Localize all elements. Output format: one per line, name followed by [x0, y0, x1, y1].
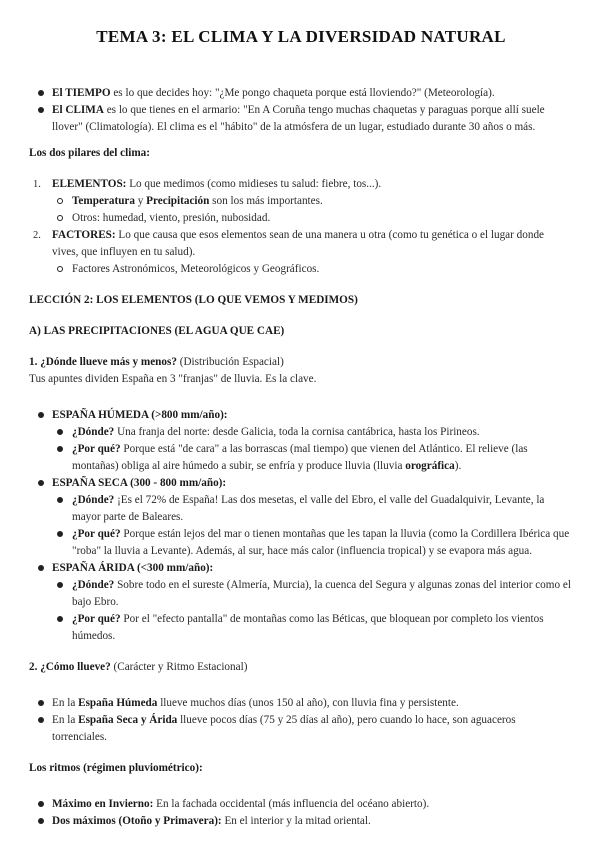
list-item: En la España Seca y Árida llueve pocos días (75 y 25 días al año), pero cuando lo hace, son aguaceros torrenciales. [29, 712, 573, 746]
list-item: El TIEMPO es lo que decides hoy: "¿Me pongo chaqueta porque está lloviendo?" (Meteorología). [29, 85, 573, 102]
list-item: El CLIMA es lo que tienes en el armario: "En A Coruña tengo muchas chaquetas y paraguas porque allí suele llover" (Climatología). El clima es el "hábito" de la atmósfera de un lugar, estudiado durante 30 años o más. [29, 102, 573, 136]
bullet-icon [38, 565, 44, 571]
list-item: ¿Por qué? Por el "efecto pantalla" de montañas como las Béticas, que bloquean por completo los vientos húmedos. [52, 611, 573, 645]
list-item: Dos máximos (Otoño y Primavera): En el interior y la mitad oriental. [29, 813, 573, 830]
bullet-icon [38, 717, 44, 723]
list-item: Factores Astronómicos, Meteorológicos y Geográficos. [52, 261, 573, 278]
pilares-list [29, 176, 573, 278]
list-item: ¿Dónde? Una franja del norte: desde Galicia, toda la cornisa cantábrica, hasta los Pirineos. [52, 424, 573, 441]
pilares-heading: Los dos pilares del clima: [29, 147, 150, 159]
zone-humeda: ESPAÑA HÚMEDA (>800 mm/año): ¿Dónde? Una franja del norte: desde Galicia, toda la cornisa cantábrica, hasta los Pirineos. ¿Por qué? Porque está "de cara" a las borrascas (mal tiempo) que vienen del Atlántico. El relieve (las montañas) obliga al aire húmedo a subir, se enfría y produce lluvia (lluvia orográfica). [29, 407, 573, 475]
list-item: Otros: humedad, viento, presión, nubosidad. [52, 210, 573, 227]
item-number: 2. [33, 230, 41, 241]
question-2: 2. ¿Cómo llueve? (Carácter y Ritmo Estacional) [29, 661, 248, 673]
list-item: 1. ELEMENTOS: Lo que medimos (como midieses tu salud: fiebre, tos...). Temperatura y Precipitación son los más importantes. Otros: humedad, viento, presión, nubosidad. [29, 176, 573, 227]
list-item: Temperatura y Precipitación son los más importantes. [52, 193, 573, 210]
leccion-heading: LECCIÓN 2: LOS ELEMENTOS (LO QUE VEMOS Y MEDIMOS) [29, 294, 358, 306]
circle-bullet-icon [57, 198, 63, 204]
circle-bullet-icon [57, 446, 63, 452]
circle-bullet-icon [57, 582, 63, 588]
circle-bullet-icon [57, 531, 63, 537]
list-item: ¿Por qué? Porque está "de cara" a las borrascas (mal tiempo) que vienen del Atlántico. El relieve (las montañas) obliga al aire húmedo a subir, se enfría y produce lluvia (lluvia orográfica). [52, 441, 573, 475]
bullet-icon [38, 700, 44, 706]
section-a-heading: A) LAS PRECIPITACIONES (EL AGUA QUE CAE) [29, 325, 285, 337]
bullet-icon [38, 107, 44, 113]
circle-bullet-icon [57, 266, 63, 272]
list-item: Máximo en Invierno: En la fachada occidental (más influencia del océano abierto). [29, 796, 573, 813]
bullet-icon [38, 480, 44, 486]
ritmos-list [29, 796, 573, 830]
list-item: ¿Por qué? Porque están lejos del mar o tienen montañas que les tapan la lluvia (como la Cordillera Ibérica que "roba" la lluvia a Levante). Además, al sur, hace más calor (influencia tropical) y se evapora más agua. [52, 526, 573, 560]
list-item: En la España Húmeda llueve muchos días (unos 150 al año), con lluvia fina y persistente. [29, 695, 573, 712]
zones-list [29, 407, 573, 645]
zone-seca: ESPAÑA SECA (300 - 800 mm/año): ¿Dónde? ¡Es el 72% de España! Las dos mesetas, el valle del Ebro, el valle del Guadalquivir, Levante, la mayor parte de Baleares. ¿Por qué? Porque están lejos del mar o tienen montañas que les tapan la lluvia (como la Cordillera Ibérica que "roba" la lluvia a Levante). Además, al sur, hace más calor (influencia tropical) y se evapora más agua. [29, 475, 573, 560]
circle-bullet-icon [57, 497, 63, 503]
list-item: 2. FACTORES: Lo que causa que esos elementos sean de una manera u otra (como tu genética o el lugar donde vives, que influyen en tu salud). Factores Astronómicos, Meteorológicos y Geográficos. [29, 227, 573, 278]
question-1: 1. ¿Dónde llueve más y menos? (Distribución Espacial) [29, 356, 284, 368]
circle-bullet-icon [57, 429, 63, 435]
intro-list [29, 85, 573, 136]
bullet-icon [38, 412, 44, 418]
bullet-icon [38, 801, 44, 807]
circle-bullet-icon [57, 616, 63, 622]
como-list [29, 695, 573, 746]
ritmos-heading: Los ritmos (régimen pluviométrico): [29, 762, 203, 774]
bullet-icon [38, 818, 44, 824]
zone-arida: ESPAÑA ÁRIDA (<300 mm/año): ¿Dónde? Sobre todo en el sureste (Almería, Murcia), la cuenca del Segura y algunas zonas del interior como el bajo Ebro. ¿Por qué? Por el "efecto pantalla" de montañas como las Béticas, que bloquean por completo los vientos húmedos. [29, 560, 573, 645]
question-1-intro: Tus apuntes dividen España en 3 "franjas" de lluvia. Es la clave. [29, 373, 317, 385]
circle-bullet-icon [57, 215, 63, 221]
item-number: 1. [33, 179, 41, 190]
bullet-icon [38, 90, 44, 96]
list-item: ¿Dónde? ¡Es el 72% de España! Las dos mesetas, el valle del Ebro, el valle del Guadalquivir, Levante, la mayor parte de Baleares. [52, 492, 573, 526]
list-item: ¿Dónde? Sobre todo en el sureste (Almería, Murcia), la cuenca del Segura y algunas zonas del interior como el bajo Ebro. [52, 577, 573, 611]
page-title: TEMA 3: EL CLIMA Y LA DIVERSIDAD NATURAL [96, 27, 506, 46]
